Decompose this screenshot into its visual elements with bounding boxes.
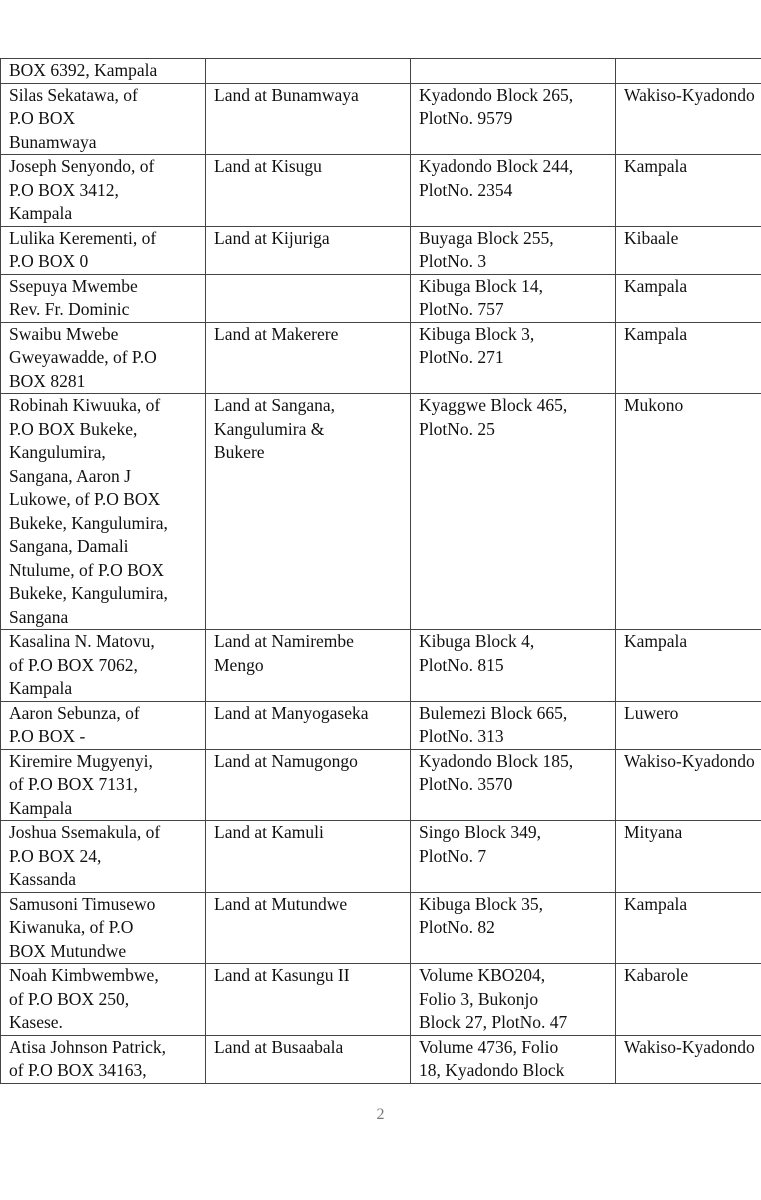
- owner-cell: Ssepuya Mwembe Rev. Fr. Dominic: [1, 274, 206, 322]
- district-cell: Mukono: [616, 394, 761, 630]
- land-description-cell: Land at Kijuriga: [206, 226, 411, 274]
- owner-cell: Noah Kimbwembwe, of P.O BOX 250, Kasese.: [1, 964, 206, 1036]
- district-cell: Wakiso-Kyadondo: [616, 83, 761, 155]
- owner-cell: Kasalina N. Matovu, of P.O BOX 7062, Kampala: [1, 630, 206, 702]
- land-description-cell: Land at Makerere: [206, 322, 411, 394]
- block-plot-cell: Kyadondo Block 265, PlotNo. 9579: [411, 83, 616, 155]
- block-plot-cell: Kyaggwe Block 465, PlotNo. 25: [411, 394, 616, 630]
- table-row: [1, 394, 761, 630]
- district-cell: Kampala: [616, 630, 761, 702]
- block-plot-cell: Kyadondo Block 244, PlotNo. 2354: [411, 155, 616, 227]
- block-plot-cell: [411, 59, 616, 84]
- land-description-cell: Land at Kamuli: [206, 821, 411, 893]
- block-plot-cell: Kibuga Block 14, PlotNo. 757: [411, 274, 616, 322]
- owner-cell: Atisa Johnson Patrick, of P.O BOX 34163,: [1, 1035, 206, 1083]
- table-row: [1, 821, 761, 893]
- table-row: [1, 1035, 761, 1083]
- district-cell: Kibaale: [616, 226, 761, 274]
- owner-cell: Robinah Kiwuuka, of P.O BOX Bukeke, Kangulumira, Sangana, Aaron J Lukowe, of P.O BOX Bukeke, Kangulumira, Sangana, Damali Ntulume, of P.O BOX Bukeke, Kangulumira, Sangana: [1, 394, 206, 630]
- table-row: [1, 155, 761, 227]
- table-row: [1, 964, 761, 1036]
- district-cell: Kampala: [616, 155, 761, 227]
- district-cell: Kampala: [616, 892, 761, 964]
- land-description-cell: [206, 274, 411, 322]
- block-plot-cell: Buyaga Block 255, PlotNo. 3: [411, 226, 616, 274]
- land-register-table: [0, 58, 761, 1084]
- owner-cell: Kiremire Mugyenyi, of P.O BOX 7131, Kampala: [1, 749, 206, 821]
- table-row: [1, 892, 761, 964]
- owner-cell: Joshua Ssemakula, of P.O BOX 24, Kassanda: [1, 821, 206, 893]
- land-description-cell: Land at Busaabala: [206, 1035, 411, 1083]
- page-top-edge: [0, 0, 761, 59]
- block-plot-cell: Singo Block 349, PlotNo. 7: [411, 821, 616, 893]
- owner-cell: Samusoni Timusewo Kiwanuka, of P.O BOX Mutundwe: [1, 892, 206, 964]
- district-cell: [616, 59, 761, 84]
- table-row: [1, 749, 761, 821]
- land-description-cell: Land at Namugongo: [206, 749, 411, 821]
- district-cell: Wakiso-Kyadondo: [616, 1035, 761, 1083]
- land-description-cell: Land at Namirembe Mengo: [206, 630, 411, 702]
- table-row: [1, 322, 761, 394]
- table-row: [1, 226, 761, 274]
- table-row: [1, 59, 761, 84]
- block-plot-cell: Volume KBO204, Folio 3, Bukonjo Block 27, PlotNo. 47: [411, 964, 616, 1036]
- owner-cell: Aaron Sebunza, of P.O BOX -: [1, 701, 206, 749]
- district-cell: Mityana: [616, 821, 761, 893]
- land-description-cell: Land at Manyogaseka: [206, 701, 411, 749]
- table-row: [1, 701, 761, 749]
- land-description-cell: Land at Kisugu: [206, 155, 411, 227]
- block-plot-cell: Kyadondo Block 185, PlotNo. 3570: [411, 749, 616, 821]
- owner-cell: Joseph Senyondo, of P.O BOX 3412, Kampala: [1, 155, 206, 227]
- land-description-cell: Land at Sangana, Kangulumira & Bukere: [206, 394, 411, 630]
- block-plot-cell: Kibuga Block 35, PlotNo. 82: [411, 892, 616, 964]
- district-cell: Kampala: [616, 322, 761, 394]
- land-description-cell: Land at Mutundwe: [206, 892, 411, 964]
- block-plot-cell: Kibuga Block 3, PlotNo. 271: [411, 322, 616, 394]
- block-plot-cell: Volume 4736, Folio 18, Kyadondo Block: [411, 1035, 616, 1083]
- owner-cell: Silas Sekatawa, of P.O BOX Bunamwaya: [1, 83, 206, 155]
- page-number: 2: [376, 1106, 385, 1123]
- district-cell: Kabarole: [616, 964, 761, 1036]
- owner-cell: BOX 6392, Kampala: [1, 59, 206, 84]
- land-description-cell: Land at Kasungu II: [206, 964, 411, 1036]
- district-cell: Luwero: [616, 701, 761, 749]
- owner-cell: Lulika Kerementi, of P.O BOX 0: [1, 226, 206, 274]
- district-cell: Kampala: [616, 274, 761, 322]
- block-plot-cell: Bulemezi Block 665, PlotNo. 313: [411, 701, 616, 749]
- table-row: [1, 83, 761, 155]
- land-description-cell: [206, 59, 411, 84]
- table-row: [1, 274, 761, 322]
- land-description-cell: Land at Bunamwaya: [206, 83, 411, 155]
- district-cell: Wakiso-Kyadondo: [616, 749, 761, 821]
- block-plot-cell: Kibuga Block 4, PlotNo. 815: [411, 630, 616, 702]
- table-row: [1, 630, 761, 702]
- table-body: [1, 59, 761, 1084]
- owner-cell: Swaibu Mwebe Gweyawadde, of P.O BOX 8281: [1, 322, 206, 394]
